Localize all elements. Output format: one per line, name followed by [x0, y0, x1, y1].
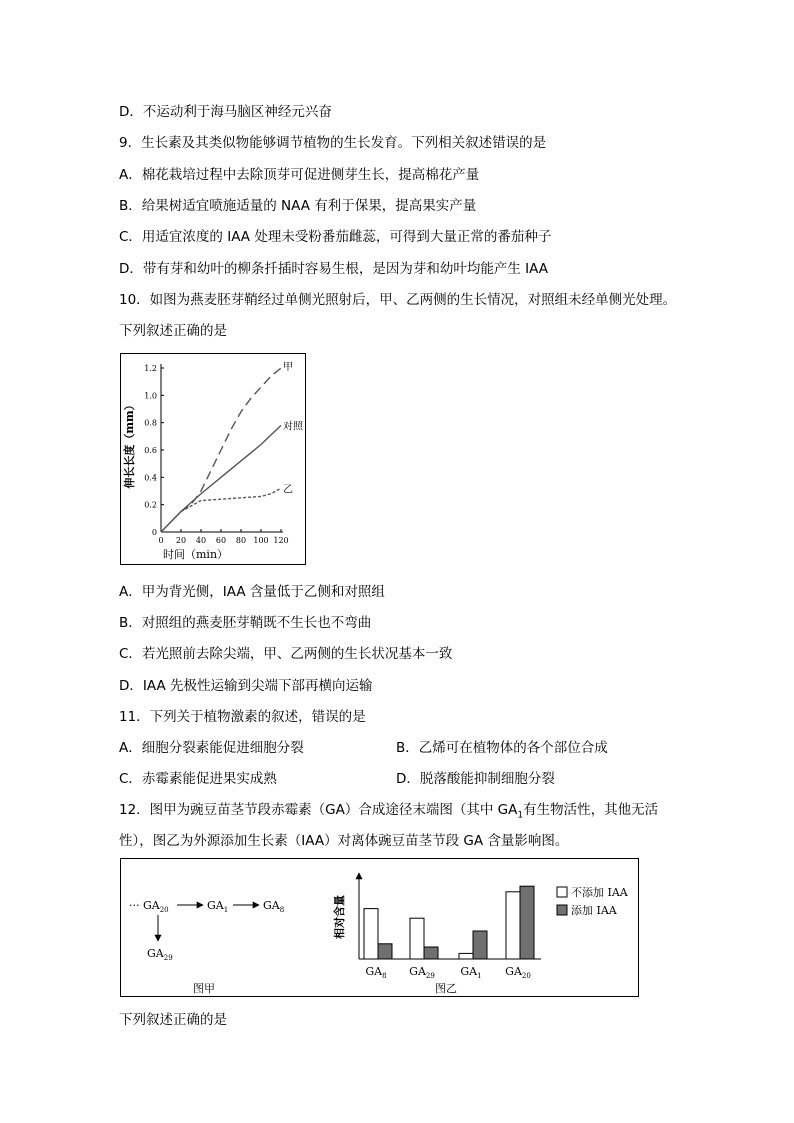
- y-tick-label: 1.2: [144, 364, 157, 373]
- y-tick-label: 0: [151, 528, 157, 537]
- question-12-line-2: 性），图乙为外源添加生长素（IAA）对离体豌豆苗茎节段 GA 含量影响图。: [119, 833, 569, 849]
- legend-swatch-1: [557, 905, 567, 915]
- question-9: 9．生长素及其类似物能够调节植物的生长发育。下列相关叙述错误的是: [119, 135, 547, 151]
- pathway-ga29: $GA_{29}$: [147, 947, 173, 962]
- bar-category-label: $GA_1$: [460, 965, 482, 980]
- x-tick-label: 120: [273, 536, 289, 545]
- question-11-option-d: D．脱落酸能抑制细胞分裂: [396, 771, 555, 787]
- caption-figure-a: 图甲: [193, 982, 215, 995]
- question-10-option-d: D．IAA 先极性运输到尖端下部再横向运输: [119, 678, 373, 694]
- series-label-2: 乙: [283, 484, 293, 496]
- bar-ga29-iaa: [424, 947, 438, 959]
- bar-ga20-no-iaa: [506, 892, 520, 959]
- bar-category-label: $GA_8$: [365, 965, 387, 980]
- legend-swatch-0: [557, 887, 567, 897]
- question-9-option-d: D．带有芽和幼叶的柳条扦插时容易生根，是因为芽和幼叶均能产生 IAA: [119, 261, 549, 277]
- question-10-option-c: C．若光照前去除尖端，甲、乙两侧的生长状况基本一致: [119, 646, 453, 662]
- pathway-ga20: ··· $GA_{20}$: [129, 899, 169, 914]
- question-12-prompt: 下列叙述正确的是: [119, 1012, 227, 1028]
- y-axis-label: 伸长长度（mm）: [123, 399, 136, 489]
- x-tick-label: 0: [158, 536, 164, 545]
- bar-ga1-iaa: [473, 931, 487, 959]
- bar-ga8-no-iaa: [364, 909, 378, 959]
- shared-early-segment: [161, 512, 181, 533]
- bar-ga8-iaa: [378, 944, 392, 959]
- question-9-option-a: A．棉花栽培过程中去除顶芽可促进侧芽生长，提高棉花产量: [119, 167, 480, 183]
- bar-ga1-no-iaa: [459, 953, 473, 959]
- question-12-sub: 1: [517, 810, 524, 821]
- question-11-option-a: A．细胞分裂素能促进细胞分裂: [119, 740, 304, 756]
- bar-y-axis-label: 相对含量: [333, 895, 346, 939]
- question-9-option-c: C．用适宜浓度的 IAA 处理未受粉番茄雌蕊，可得到大量正常的番茄种子: [119, 229, 552, 245]
- x-tick-label: 60: [215, 536, 227, 545]
- series-line-2: [181, 488, 281, 511]
- question-12-line-1: [119, 801, 658, 825]
- y-tick-label: 0.8: [144, 418, 157, 428]
- question-11-option-c: C．赤霉素能促进果实成熟: [119, 771, 277, 787]
- question-11-option-b: B．乙烯可在植物体的各个部位合成: [396, 740, 608, 756]
- y-tick-label: 0.2: [144, 500, 157, 510]
- legend-label-0: 不添加 IAA: [571, 886, 628, 899]
- bar-category-label: $GA_{29}$: [409, 965, 435, 980]
- bar-ga29-no-iaa: [410, 918, 424, 959]
- series-label-0: 甲: [283, 362, 293, 373]
- bar-category-label: $GA_{20}$: [505, 965, 531, 980]
- elongation-line-chart: [121, 354, 305, 564]
- legend-label-1: 添加 IAA: [571, 904, 617, 917]
- x-tick-label: 40: [195, 536, 207, 545]
- question-10-option-a: A．甲为背光侧，IAA 含量低于乙侧和对照组: [119, 584, 385, 600]
- caption-figure-b: 图乙: [435, 982, 457, 995]
- question-10-prompt: 下列叙述正确的是: [119, 323, 227, 339]
- figure-elongation-chart: [120, 353, 306, 565]
- x-tick-label: 80: [235, 536, 247, 545]
- pathway-ga1: $GA_1$: [207, 899, 229, 914]
- question-11: 11．下列关于植物激素的叙述，错误的是: [119, 709, 366, 725]
- y-tick-label: 0.6: [144, 446, 157, 455]
- bar-ga20-iaa: [520, 886, 534, 959]
- y-tick-label: 0.4: [144, 473, 157, 483]
- question-10: 10．如图为燕麦胚芽鞘经过单侧光照射后，甲、乙两侧的生长情况，对照组未经单侧光处理。: [119, 292, 677, 308]
- x-tick-label: 100: [253, 536, 269, 545]
- option-d-prev: D．不运动利于海马脑区神经元兴奋: [119, 104, 332, 120]
- question-10-option-b: B．对照组的燕麦胚芽鞘既不生长也不弯曲: [119, 615, 372, 631]
- figure-ga-pathway-and-bars: [120, 858, 639, 997]
- series-label-1: 对照: [283, 421, 303, 433]
- y-tick-label: 1.0: [144, 391, 157, 401]
- pathway-ga8: $GA_8$: [263, 899, 285, 914]
- question-12-text-b: 有生物活性，其他无活: [523, 802, 659, 818]
- question-9-option-b: B．给果树适宜喷施适量的 NAA 有利于保果，提高果实产量: [119, 198, 477, 214]
- question-12-text-a: 12．图甲为豌豆苗茎节段赤霉素（GA）合成途径末端图（其中 GA: [119, 802, 518, 818]
- x-axis-label: 时间（min）: [163, 548, 229, 561]
- ga-figure: [121, 859, 638, 996]
- x-tick-label: 20: [175, 536, 187, 545]
